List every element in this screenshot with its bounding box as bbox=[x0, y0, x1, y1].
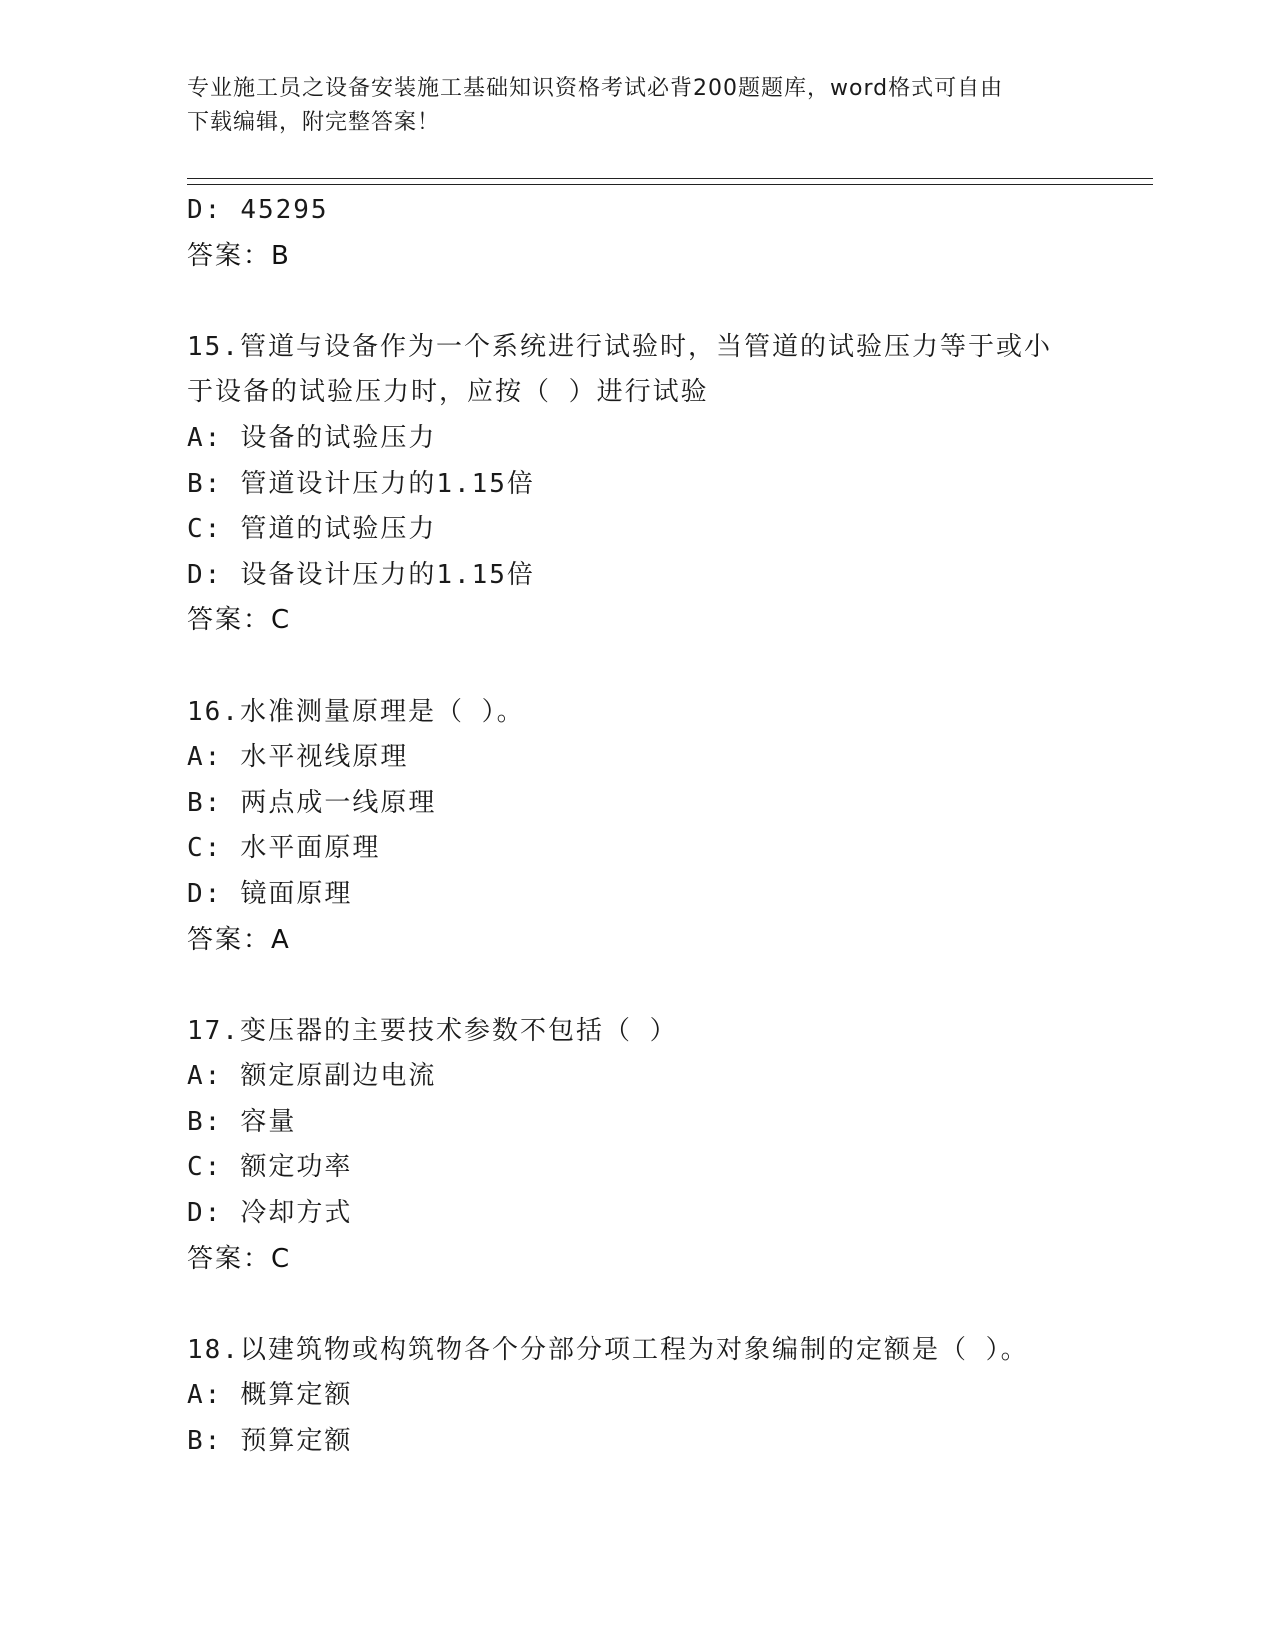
option-d: D: 冷却方式 bbox=[187, 1198, 353, 1229]
option-text: 管道设计压力的1.15倍 bbox=[240, 468, 535, 499]
option-d: D: 45295 bbox=[187, 195, 329, 225]
option-letter: A bbox=[187, 1380, 205, 1411]
option-b: B: 预算定额 bbox=[187, 1426, 353, 1457]
option-letter: D bbox=[187, 1198, 205, 1229]
header-line-1: 专业施工员之设备安装施工基础知识资格考试必背200题题库，word格式可自由 bbox=[187, 76, 1004, 101]
option-letter: B bbox=[187, 787, 205, 818]
question-18 bbox=[187, 1328, 1187, 1465]
option-text: 管道的试验压力 bbox=[240, 514, 437, 545]
question-16 bbox=[187, 690, 1187, 964]
question-stem: 17.变压器的主要技术参数不包括（ ） bbox=[187, 1015, 678, 1046]
question-list bbox=[187, 188, 1187, 1465]
header-divider-bottom bbox=[187, 184, 1153, 185]
question-15 bbox=[187, 325, 1187, 644]
option-letter: B bbox=[187, 1106, 205, 1137]
option-a: A: 概算定额 bbox=[187, 1380, 353, 1411]
answer-line: 答案：B bbox=[187, 240, 291, 271]
question-stem: 于设备的试验压力时，应按（ ）进行试验 bbox=[187, 377, 709, 408]
option-text: 额定原副边电流 bbox=[240, 1061, 437, 1092]
option-c: C: 管道的试验压力 bbox=[187, 514, 437, 545]
question-stem: 16.水准测量原理是（ ）。 bbox=[187, 696, 525, 727]
option-text: 冷却方式 bbox=[240, 1198, 353, 1229]
option-d: D: 设备设计压力的1.15倍 bbox=[187, 559, 535, 590]
option-a: A: 水平视线原理 bbox=[187, 742, 409, 773]
option-c: C: 额定功率 bbox=[187, 1152, 353, 1183]
answer-line: 答案：C bbox=[187, 1243, 292, 1274]
option-letter: C bbox=[187, 833, 205, 864]
option-letter: C bbox=[187, 514, 205, 545]
question-stem: 18.以建筑物或构筑物各个分部分项工程为对象编制的定额是（ ）。 bbox=[187, 1334, 1029, 1365]
option-a: A: 额定原副边电流 bbox=[187, 1061, 437, 1092]
option-letter: A bbox=[187, 1061, 205, 1092]
option-b: B: 管道设计压力的1.15倍 bbox=[187, 468, 535, 499]
question-17 bbox=[187, 1009, 1187, 1283]
answer-line: 答案：A bbox=[187, 924, 291, 955]
option-text: 镜面原理 bbox=[240, 878, 353, 909]
option-text: 45295 bbox=[240, 195, 329, 225]
document-header bbox=[187, 72, 1087, 140]
option-a: A: 设备的试验压力 bbox=[187, 422, 437, 453]
option-letter: C bbox=[187, 1152, 205, 1183]
header-divider-top bbox=[187, 178, 1153, 179]
option-text: 额定功率 bbox=[240, 1152, 353, 1183]
option-text: 概算定额 bbox=[240, 1380, 353, 1411]
option-text: 水平视线原理 bbox=[240, 742, 409, 773]
option-letter: D bbox=[187, 878, 205, 909]
option-letter: A bbox=[187, 742, 205, 773]
question-stem: 15.管道与设备作为一个系统进行试验时，当管道的试验压力等于或小 bbox=[187, 331, 1052, 362]
option-letter: A bbox=[187, 422, 205, 453]
option-letter: D bbox=[187, 559, 205, 590]
option-letter: B bbox=[187, 468, 205, 499]
option-b: B: 两点成一线原理 bbox=[187, 787, 437, 818]
header-line-2: 下载编辑，附完整答案！ bbox=[187, 110, 441, 135]
option-text: 容量 bbox=[240, 1106, 297, 1137]
option-b: B: 容量 bbox=[187, 1106, 297, 1137]
option-text: 预算定额 bbox=[240, 1426, 353, 1457]
option-text: 设备设计压力的1.15倍 bbox=[240, 559, 535, 590]
option-text: 水平面原理 bbox=[240, 833, 381, 864]
answer-line: 答案：C bbox=[187, 605, 292, 636]
option-letter: D bbox=[187, 195, 205, 225]
option-text: 设备的试验压力 bbox=[240, 422, 437, 453]
option-d: D: 镜面原理 bbox=[187, 878, 353, 909]
option-text: 两点成一线原理 bbox=[240, 787, 437, 818]
option-c: C: 水平面原理 bbox=[187, 833, 381, 864]
option-letter: B bbox=[187, 1426, 205, 1457]
